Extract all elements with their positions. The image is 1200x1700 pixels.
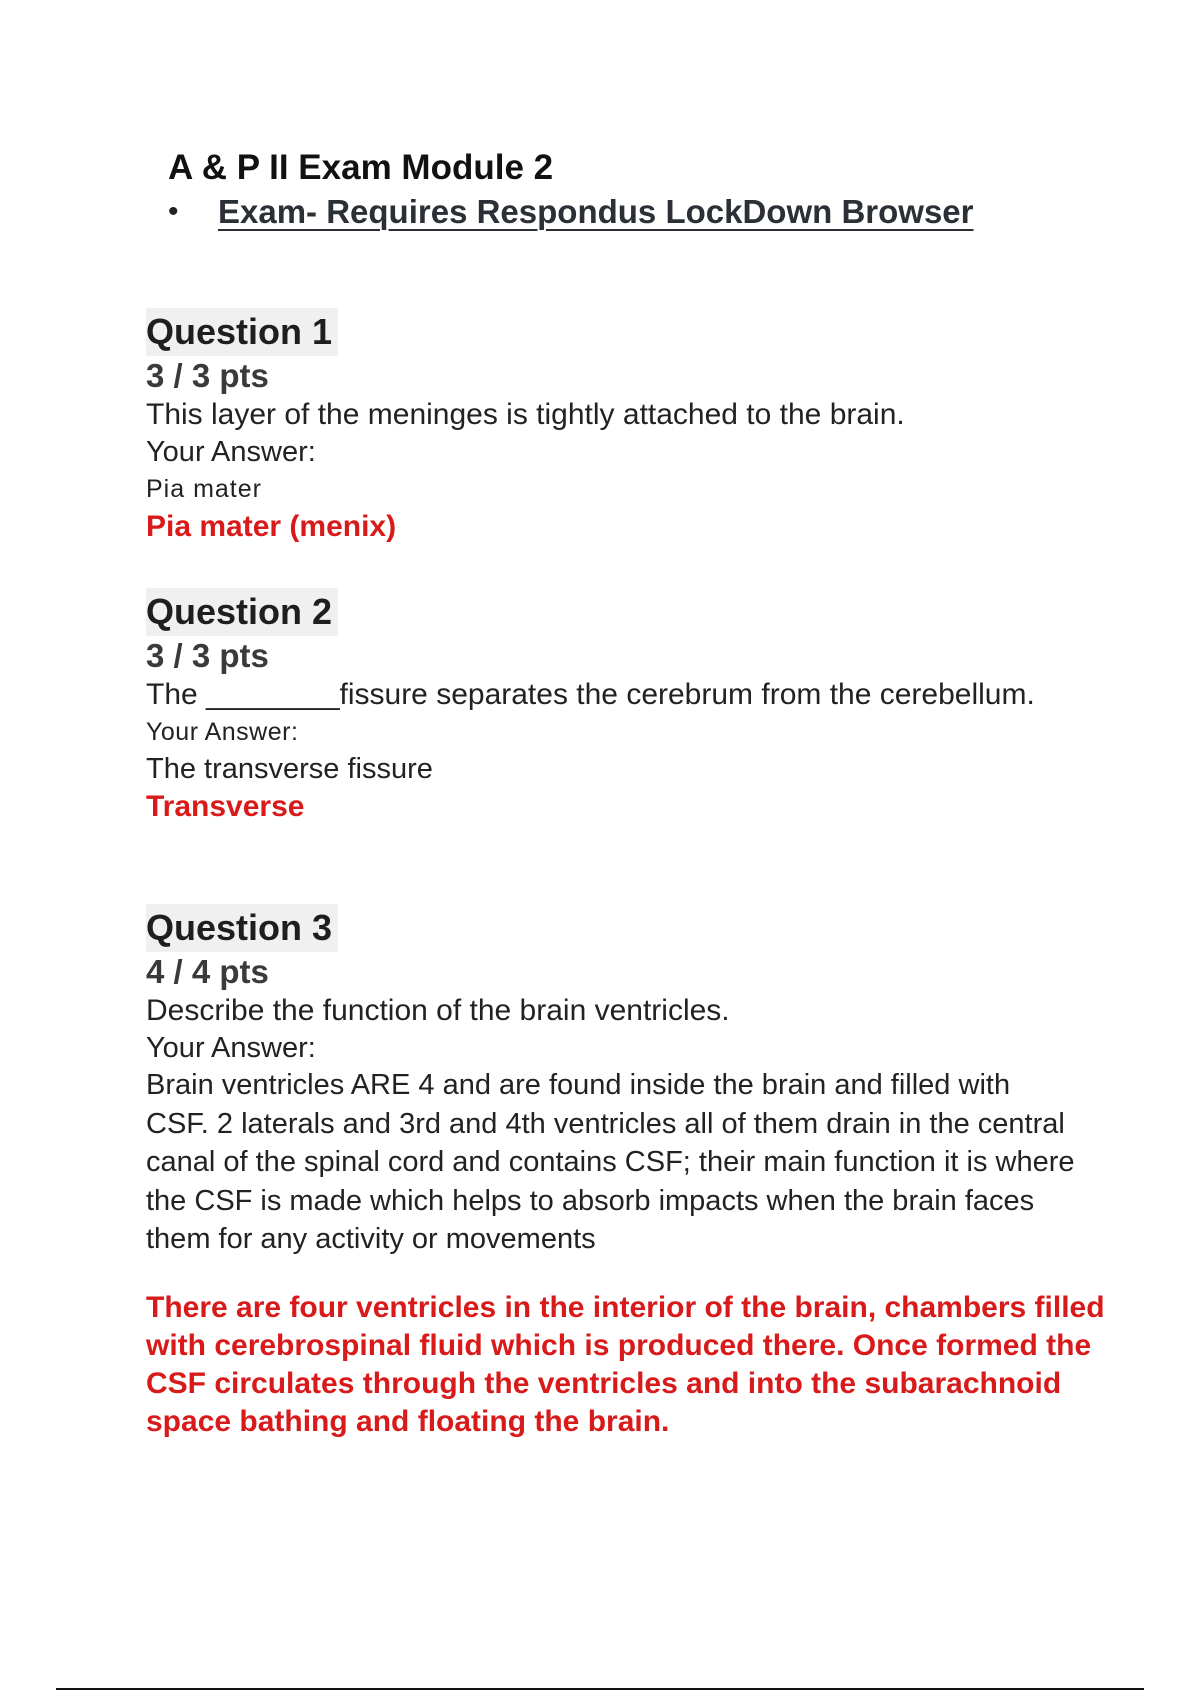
bullet-list-item [168,190,1068,234]
question-heading: Question 3 [146,904,338,952]
user-answer: Pia mater [146,475,262,503]
correct-answer: Pia mater (menix) [146,510,397,543]
question-points: 4 / 4 pts [146,953,269,990]
bullet-icon: • [168,195,179,228]
question-heading: Question 2 [146,588,338,636]
question-2 [146,588,1086,826]
document-header [168,146,1068,234]
document-title: A & P II Exam Module 2 [168,148,554,187]
answer-label: Your Answer: [146,718,299,746]
question-1 [146,308,1086,546]
answer-label: Your Answer: [146,1032,316,1064]
answer-label: Your Answer: [146,436,316,468]
question-text: Describe the function of the brain ventricles. [146,994,730,1027]
question-text: This layer of the meninges is tightly attached to the brain. [146,398,905,431]
question-points: 3 / 3 pts [146,357,269,394]
question-heading: Question 1 [146,308,338,356]
user-answer: The transverse fissure [146,753,433,785]
question-text: The ________fissure separates the cerebrum from the cerebellum. [146,678,1035,711]
user-answer: Brain ventricles ARE 4 and are found inside the brain and filled with CSF. 2 laterals and 3rd and 4th ventricles all of them drain in the central canal of the spinal cord and contains CSF; their main function it is where the CSF is made which helps to absorb impacts when the brain faces them for any activity or movements [146,1069,1075,1255]
correct-answer: Transverse [146,790,305,823]
exam-link[interactable]: Exam- Requires Respondus LockDown Browser [218,193,974,230]
page-divider [56,1688,1144,1690]
correct-answer: There are four ventricles in the interior of the brain, chambers filled with cerebrospinal fluid which is produced there. Once formed the CSF circulates through the ventricles and into the subarachnoid space bathing and floating the brain. [146,1290,1105,1438]
question-points: 3 / 3 pts [146,637,269,674]
question-3 [146,904,1105,1441]
